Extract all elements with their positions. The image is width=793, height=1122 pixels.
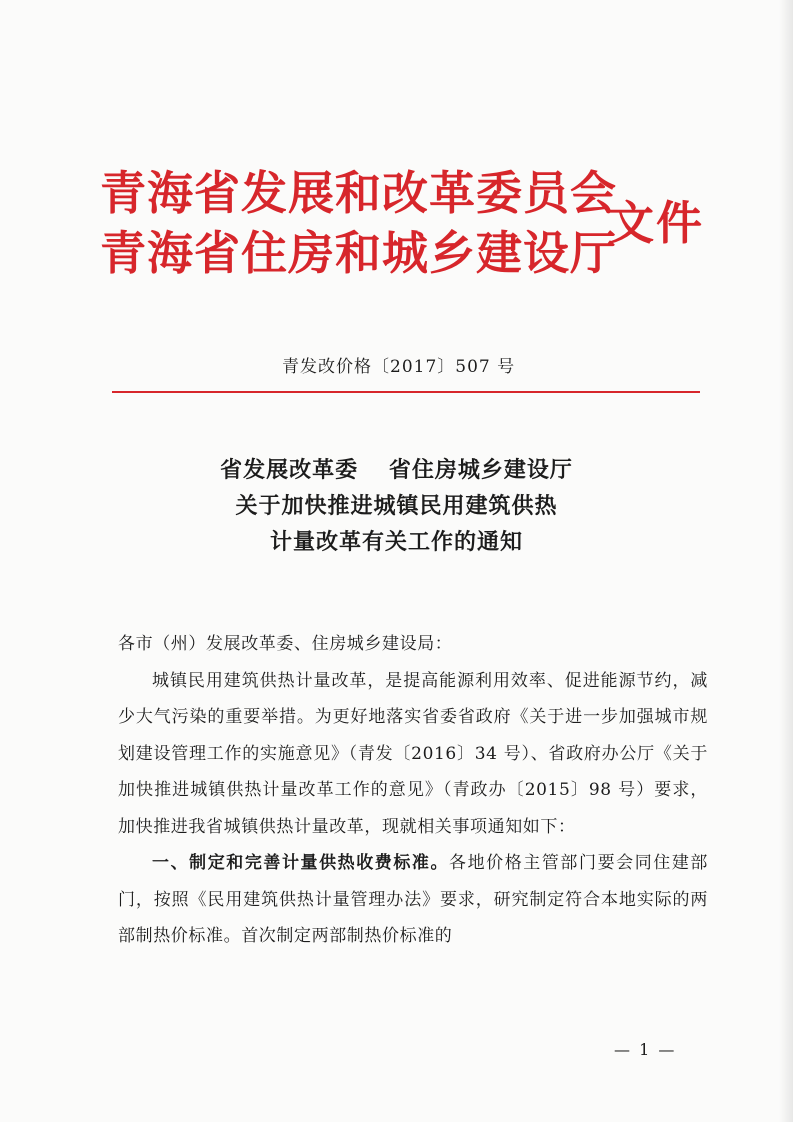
title-line-3: 计量改革有关工作的通知 xyxy=(269,529,523,555)
page-edge-shadow xyxy=(779,0,793,1122)
salutation: 各市（州）发展改革委、住房城乡建设局： xyxy=(118,634,453,654)
notice-title xyxy=(0,452,793,560)
section-heading-1: 一、制定和完善计量供热收费标准。 xyxy=(152,853,450,873)
red-separator-line xyxy=(112,391,700,393)
document-header xyxy=(100,155,740,305)
issuer-name-2: 青海省住房和城乡建设厅 xyxy=(100,226,617,280)
document-number: 青发改价格〔2017〕507 号 xyxy=(282,357,516,377)
document-type-label: 文件 xyxy=(608,196,704,250)
section-text-1: 各地价格主管部门要会同住建部门，按照《民用建筑供热计量管理办法》要求，研究制定符合本地实际的两部制热价标准。首次制定两部制热价标准的 xyxy=(118,853,708,946)
document-body xyxy=(118,626,708,955)
body-paragraph-1: 城镇民用建筑供热计量改革，是提高能源利用效率、促进能源节约，减少大气污染的重要举措。为更好地落实省委省政府《关于进一步加强城市规划建设管理工作的实施意见》（青发〔2016〕34 号）、省政府办公厅《关于加快推进城镇供热计量改革工作的意见》（青政办〔2015〕98 号）要求，加快推进我省城镇供热计量改革，现就相关事项通知如下： xyxy=(118,670,708,837)
title-line-1: 省发展改革委 省住房城乡建设厅 xyxy=(220,457,573,483)
page-number: — 1 — xyxy=(614,1040,677,1059)
issuer-name-1: 青海省发展和改革委员会 xyxy=(100,166,617,220)
body-paragraph-2 xyxy=(118,845,708,955)
title-line-2: 关于加快推进城镇民用建筑供热 xyxy=(235,493,558,519)
